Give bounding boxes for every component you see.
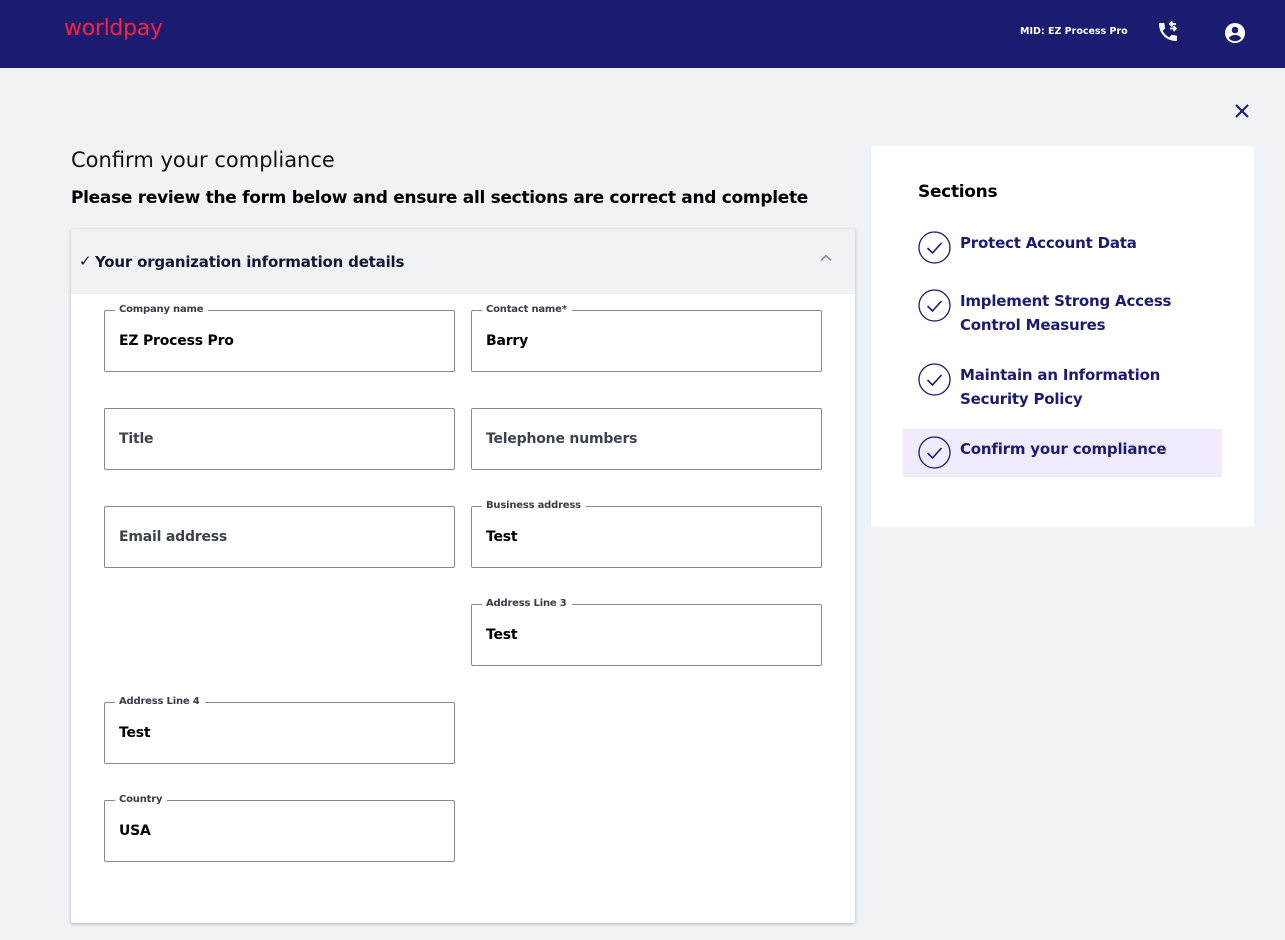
contact-name-input[interactable]: [472, 311, 821, 371]
worldpay-logo[interactable]: worldpay: [64, 16, 163, 41]
address-line-3-field: [471, 598, 822, 666]
country-field: [104, 794, 455, 862]
accordion-title: Your organization information details: [95, 253, 405, 271]
contact-name-field: [471, 304, 822, 372]
business-address-label: Business address: [482, 500, 586, 511]
check-circle-icon: [918, 363, 951, 396]
check-circle-icon: [918, 289, 951, 322]
email-field: [104, 506, 455, 568]
contact-name-label: Contact name*: [482, 304, 572, 315]
email-input[interactable]: [105, 507, 454, 567]
section-item-confirm-compliance[interactable]: [903, 429, 1222, 477]
address-line-3-input[interactable]: [472, 605, 821, 665]
section-item-access-control[interactable]: [903, 284, 1222, 338]
address-line-4-field: [104, 696, 455, 764]
section-item-label-line2: Security Policy: [960, 390, 1083, 408]
merchant-id-label: MID: EZ Process Pro: [1020, 26, 1128, 37]
telephone-input[interactable]: [472, 409, 821, 469]
address-line-4-input[interactable]: [105, 703, 454, 763]
country-label: Country: [115, 794, 167, 805]
section-item-security-policy[interactable]: [903, 358, 1222, 412]
phone-icon[interactable]: [1156, 20, 1180, 44]
check-circle-icon: [918, 436, 951, 469]
section-item-label-line1: Maintain an Information: [960, 366, 1161, 384]
chevron-up-icon[interactable]: [818, 250, 834, 266]
account-icon[interactable]: [1223, 21, 1247, 45]
section-item-protect-account-data[interactable]: [903, 226, 1222, 268]
country-input[interactable]: [105, 801, 454, 861]
business-address-input[interactable]: [472, 507, 821, 567]
company-name-input[interactable]: [105, 311, 454, 371]
page-title: Confirm your compliance: [71, 148, 335, 172]
organization-form-card: [71, 229, 855, 923]
title-field: [104, 408, 455, 470]
title-input[interactable]: [105, 409, 454, 469]
section-item-label-line1: Implement Strong Access: [960, 292, 1172, 310]
section-item-label: Confirm your compliance: [960, 440, 1167, 458]
section-item-label: Protect Account Data: [960, 234, 1137, 252]
accordion-header-organization[interactable]: [71, 229, 855, 294]
company-name-field: [104, 304, 455, 372]
section-item-label-line2: Control Measures: [960, 316, 1106, 334]
checkmark-icon: ✓: [79, 252, 92, 270]
address-line-4-label: Address Line 4: [115, 696, 205, 707]
telephone-field: [471, 408, 822, 470]
sections-title: Sections: [918, 182, 998, 202]
page-subtitle: Please review the form below and ensure all sections are correct and complete: [71, 188, 809, 208]
check-circle-icon: [918, 231, 951, 264]
address-line-3-label: Address Line 3: [482, 598, 572, 609]
close-icon[interactable]: [1232, 101, 1252, 121]
top-navigation-bar: [0, 0, 1285, 68]
company-name-label: Company name: [115, 304, 208, 315]
sections-panel: [871, 146, 1254, 527]
business-address-field: [471, 500, 822, 568]
